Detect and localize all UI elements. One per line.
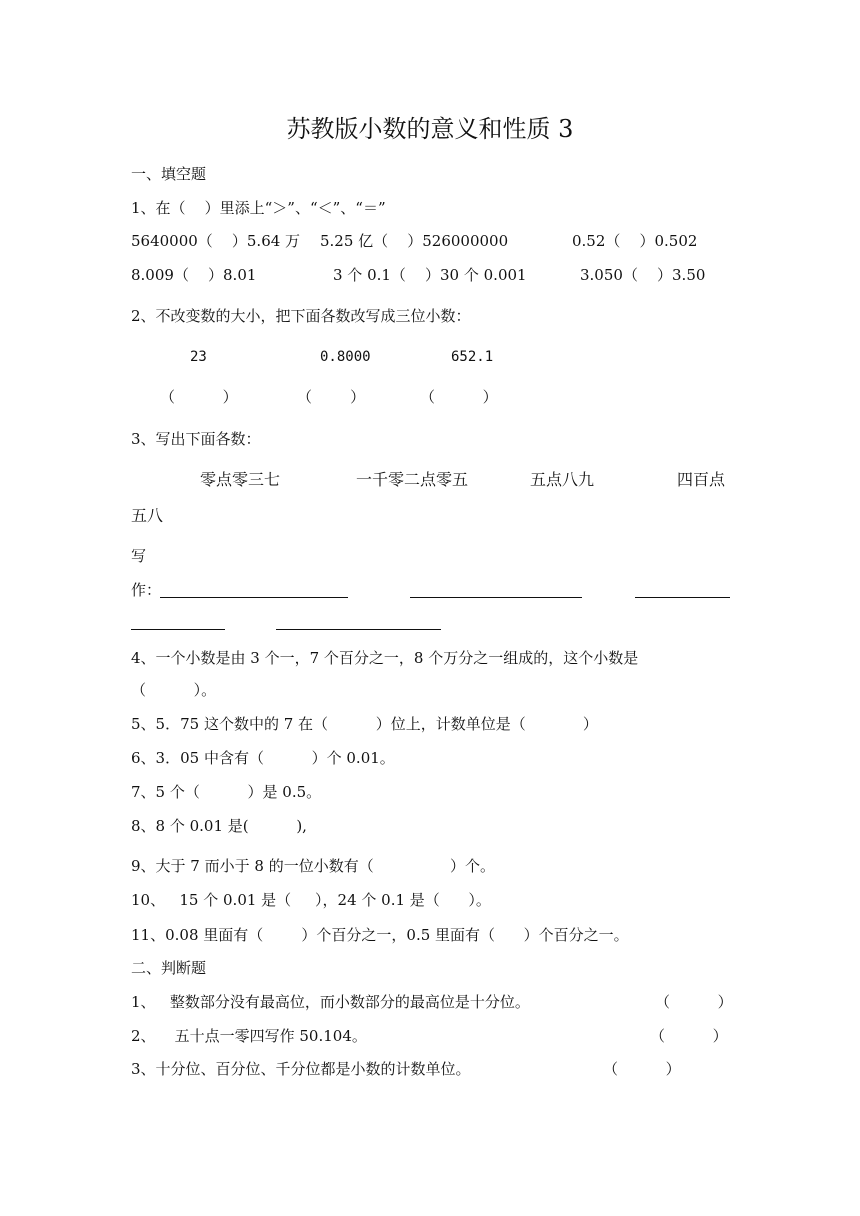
q3-item-3: 五点八九 xyxy=(530,470,595,489)
question-4-line-1: 4、一个小数是由 3 个一，7 个百分之一，8 个万分之一组成的，这个小数是 xyxy=(131,649,639,667)
q2-number-2: 0.8000 xyxy=(320,349,371,365)
q2-answer-blank-1: （ ） xyxy=(160,388,238,406)
q2-number-1: 23 xyxy=(190,349,207,365)
question-11: 11、0.08 里面有（ ）个百分之一，0.5 里面有（ ）个百分之一。 xyxy=(131,926,629,944)
page-title: 苏教版小数的意义和性质 3 xyxy=(286,115,574,143)
q1-compare-1: 5640000（ ）5.64 万 xyxy=(131,232,301,250)
question-10: 10、 15 个 0.01 是（ ），24 个 0.1 是（ ）。 xyxy=(131,891,491,909)
q1-compare-2: 5.25 亿（ ）526000000 xyxy=(320,232,509,250)
q3-answer-line-3 xyxy=(635,597,730,598)
question-6: 6、3．05 中含有（ ）个 0.01。 xyxy=(131,749,395,767)
judge-1-bracket: （ ） xyxy=(655,993,733,1011)
judge-2-bracket: （ ） xyxy=(650,1027,728,1045)
q3-write-label-1: 写 xyxy=(131,547,147,565)
question-9: 9、大于 7 而小于 8 的一位小数有（ ）个。 xyxy=(131,857,495,875)
question-1-stem: 1、在（ ）里添上“＞”、“＜”、“＝” xyxy=(131,199,386,217)
judge-3-text: 3、十分位、百分位、千分位都是小数的计数单位。 xyxy=(131,1060,471,1078)
question-5: 5、5．75 这个数中的 7 在（ ）位上，计数单位是（ ） xyxy=(131,715,598,733)
question-7: 7、5 个（ ）是 0.5。 xyxy=(131,783,322,801)
q2-answer-blank-3: （ ） xyxy=(420,388,498,406)
judge-3-bracket: （ ） xyxy=(603,1060,681,1078)
q3-item-4: 四百点 xyxy=(677,470,726,489)
q1-compare-5: 3 个 0.1（ ）30 个 0.001 xyxy=(333,266,527,284)
q3-answer-line-2 xyxy=(410,597,582,598)
question-4-line-2: （ ）。 xyxy=(131,681,217,699)
q3-item-4-continued: 五八 xyxy=(131,506,164,525)
q3-item-2: 一千零二点零五 xyxy=(356,470,469,489)
judge-1-text: 1、 整数部分没有最高位，而小数部分的最高位是十分位。 xyxy=(131,993,530,1011)
q3-answer-line-4 xyxy=(276,629,441,630)
q3-write-label-2: 作： xyxy=(131,581,162,599)
q3-answer-line-3-cont xyxy=(131,629,225,630)
judge-2-text: 2、 五十点一零四写作 50.104。 xyxy=(131,1027,367,1045)
q1-compare-4: 8.009（ ）8.01 xyxy=(131,266,257,284)
q1-compare-6: 3.050（ ）3.50 xyxy=(580,266,706,284)
q2-number-3: 652.1 xyxy=(451,349,494,365)
q3-answer-line-1 xyxy=(160,597,348,598)
question-3-stem: 3、写出下面各数： xyxy=(131,430,261,448)
q3-item-1: 零点零三七 xyxy=(200,470,281,489)
section-heading-true-false: 二、判断题 xyxy=(131,959,207,977)
question-8: 8、8 个 0.01 是( ), xyxy=(131,817,307,835)
q2-answer-blank-2: （ ） xyxy=(297,388,366,406)
question-2-stem: 2、不改变数的大小，把下面各数改写成三位小数： xyxy=(131,307,471,325)
q1-compare-3: 0.52（ ）0.502 xyxy=(572,232,698,250)
section-heading-fill-blank: 一、填空题 xyxy=(131,165,207,183)
